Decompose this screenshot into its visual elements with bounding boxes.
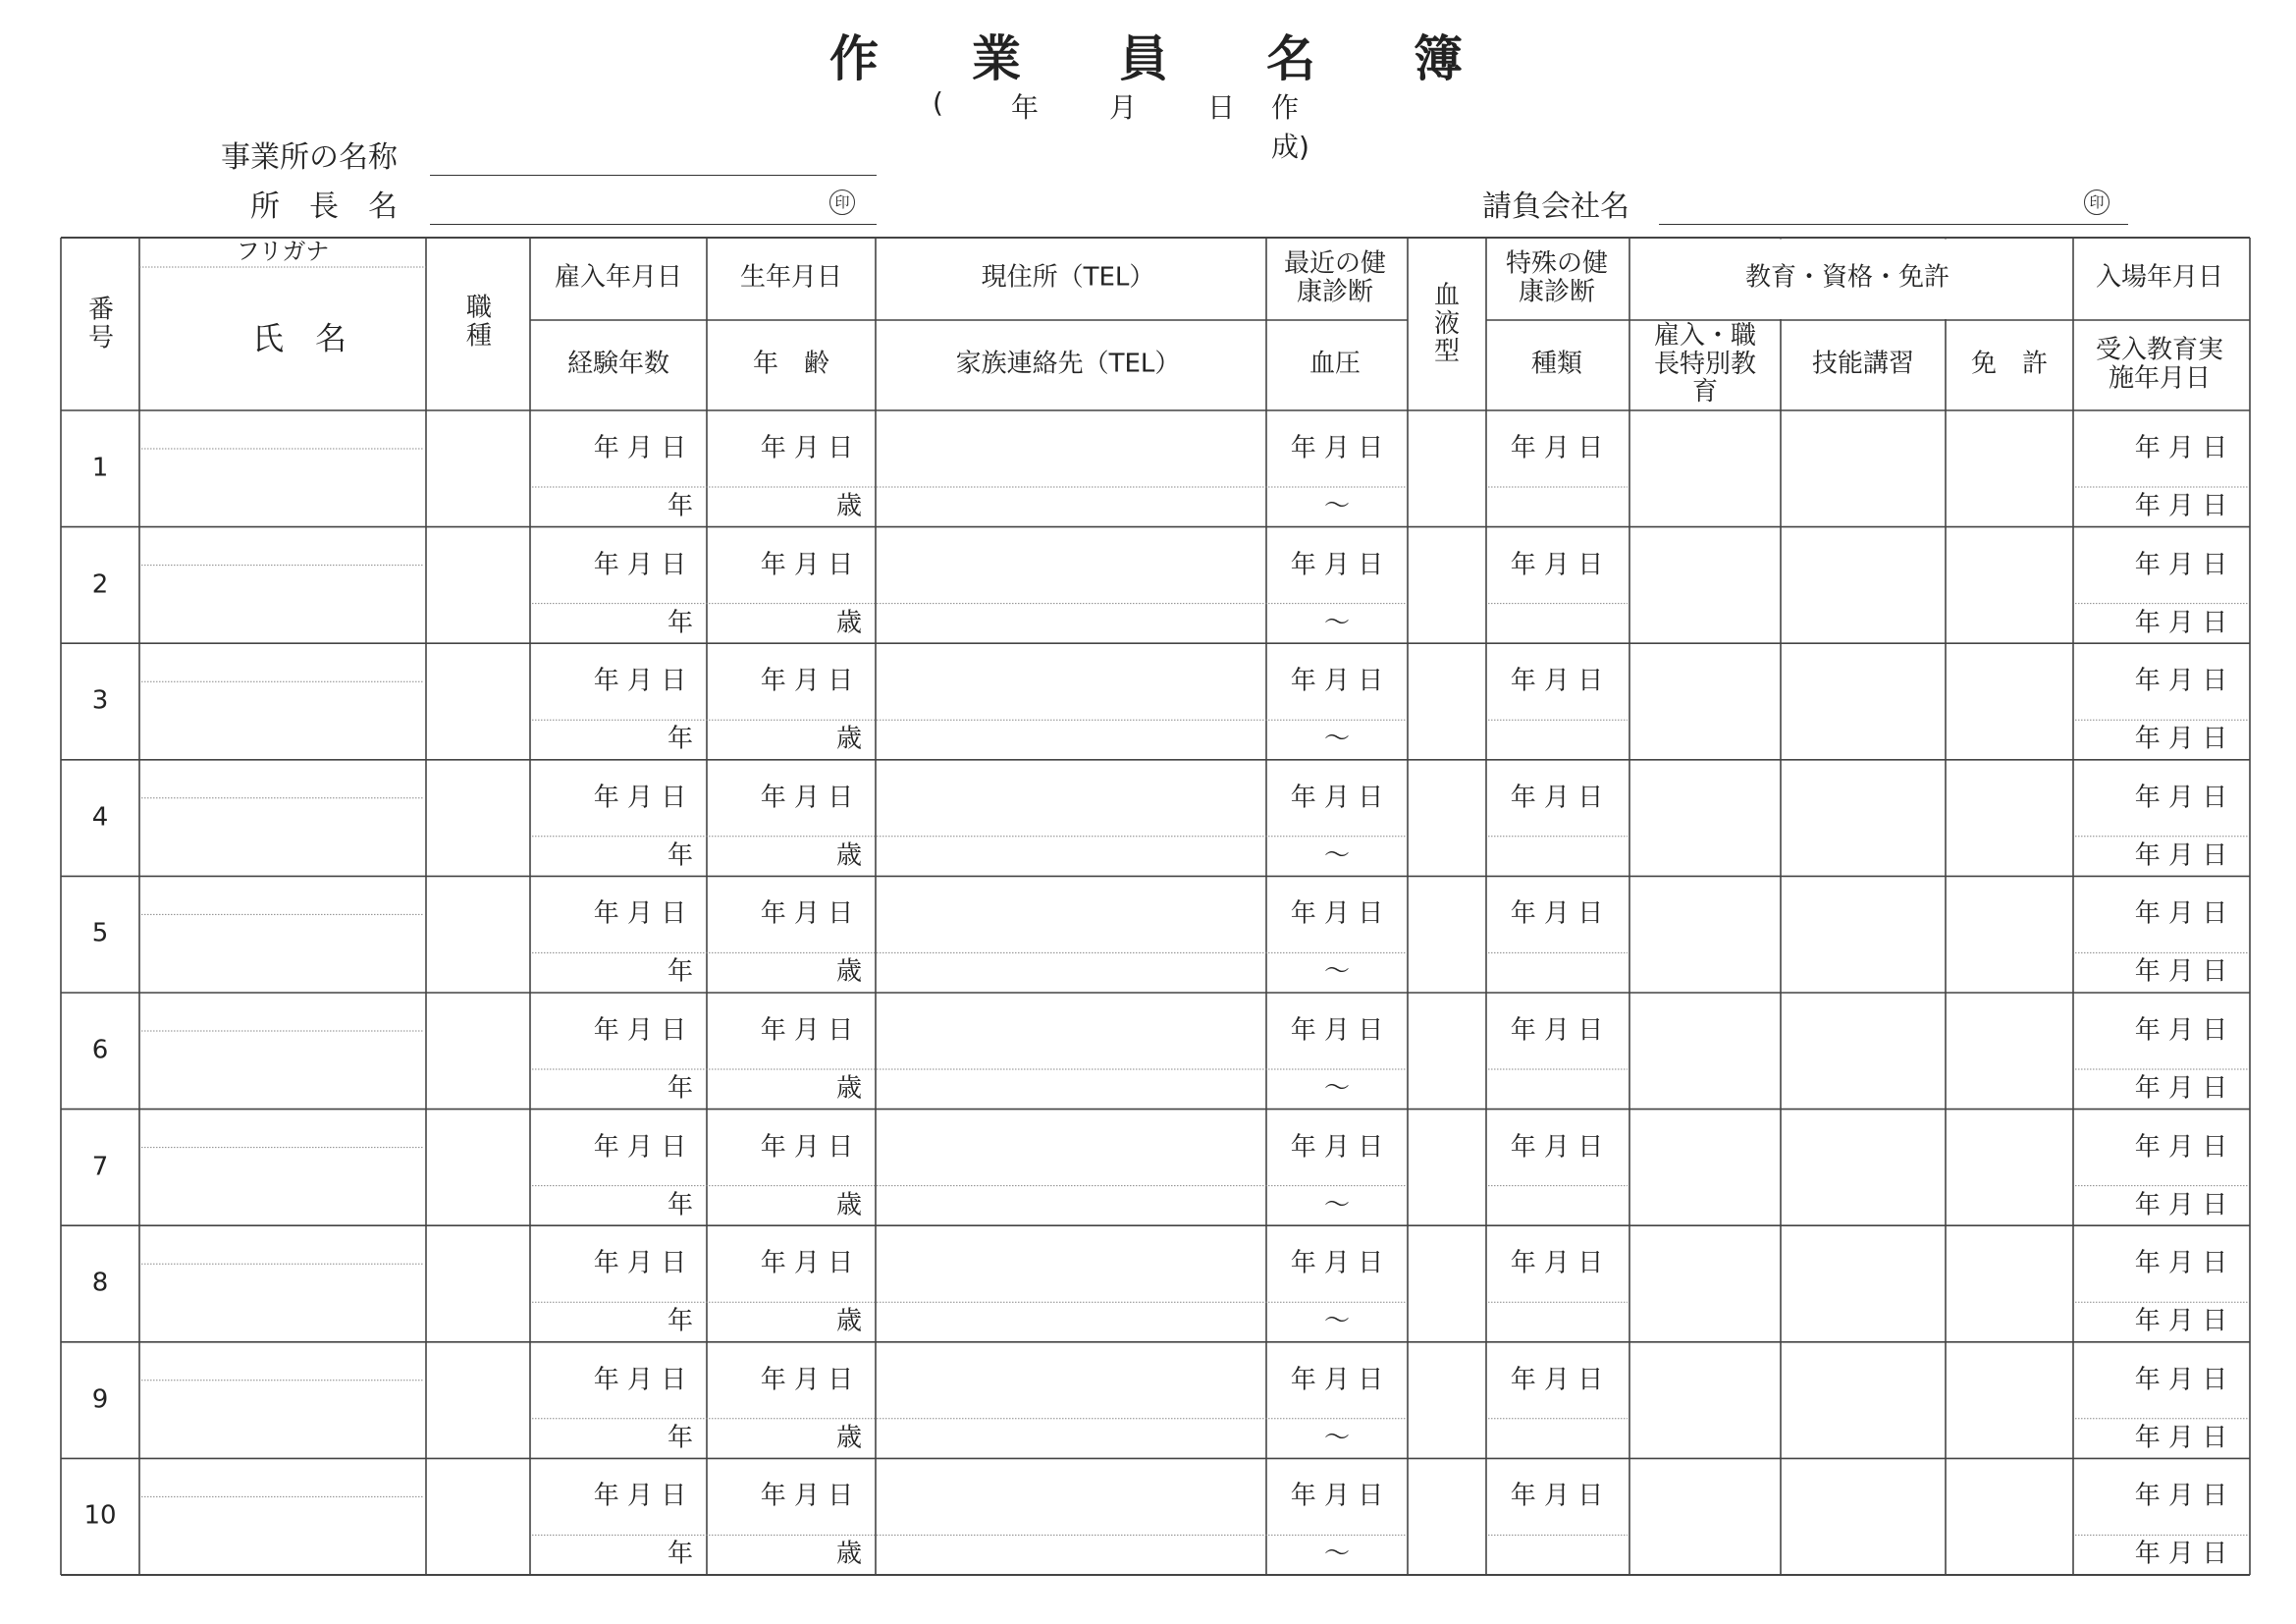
header-age: 年 齢	[752, 349, 830, 379]
induction-date-cell: 年 月 日	[2134, 1073, 2228, 1104]
header-skill-training: 技能講習	[1811, 349, 1915, 379]
entry-date-cell: 年 月 日	[2134, 433, 2228, 463]
experience-years-cell: 年	[667, 724, 693, 754]
health-check-date-cell: 年 月 日	[1290, 1365, 1384, 1395]
entry-date-cell: 年 月 日	[2134, 1365, 2228, 1395]
header-birth-date: 生年月日	[739, 262, 843, 293]
special-health-date-cell: 年 月 日	[1510, 1482, 1604, 1512]
age-cell: 歳	[835, 491, 862, 521]
entry-date-cell: 年 月 日	[2134, 1015, 2228, 1046]
health-check-date-cell: 年 月 日	[1290, 550, 1384, 580]
header-experience: 経験年数	[566, 349, 670, 379]
induction-date-cell: 年 月 日	[2134, 1306, 2228, 1336]
blood-pressure-cell: ～	[1323, 608, 1351, 638]
experience-years-cell: 年	[667, 1540, 693, 1570]
blood-pressure-cell: ～	[1323, 1540, 1351, 1570]
blood-pressure-cell: ～	[1323, 840, 1351, 871]
header-blood-type: 血液型	[1433, 281, 1460, 367]
entry-date-cell: 年 月 日	[2134, 899, 2228, 930]
health-check-date-cell: 年 月 日	[1290, 783, 1384, 813]
director-label: 所 長 名	[250, 189, 398, 224]
header-job-type: 職種	[465, 293, 492, 351]
hire-date-cell: 年 月 日	[593, 550, 687, 580]
special-health-date-cell: 年 月 日	[1510, 433, 1604, 463]
hire-date-cell: 年 月 日	[593, 1132, 687, 1163]
experience-years-cell: 年	[667, 957, 693, 988]
hire-date-cell: 年 月 日	[593, 1015, 687, 1046]
header-address: 現住所（TEL）	[981, 262, 1155, 293]
row-number: 3	[91, 685, 109, 716]
health-check-date-cell: 年 月 日	[1290, 1482, 1384, 1512]
header-license: 免 許	[1970, 349, 2049, 379]
experience-years-cell: 年	[667, 1190, 693, 1220]
special-health-date-cell: 年 月 日	[1510, 1132, 1604, 1163]
age-cell: 歳	[835, 957, 862, 988]
paren-open: (	[933, 86, 943, 119]
blood-pressure-cell: ～	[1323, 1306, 1351, 1336]
health-check-date-cell: 年 月 日	[1290, 433, 1384, 463]
birth-date-cell: 年 月 日	[760, 666, 854, 696]
health-check-date-cell: 年 月 日	[1290, 1015, 1384, 1046]
entry-date-cell: 年 月 日	[2134, 550, 2228, 580]
header-hire-date: 雇入年月日	[554, 262, 683, 293]
entry-date-cell: 年 月 日	[2134, 1132, 2228, 1163]
blood-pressure-cell: ～	[1323, 491, 1351, 521]
special-health-date-cell: 年 月 日	[1510, 1248, 1604, 1278]
age-cell: 歳	[835, 1190, 862, 1220]
induction-date-cell: 年 月 日	[2134, 957, 2228, 988]
induction-date-cell: 年 月 日	[2134, 1423, 2228, 1453]
birth-date-cell: 年 月 日	[760, 1482, 854, 1512]
age-cell: 歳	[835, 724, 862, 754]
row-number: 7	[91, 1152, 109, 1182]
header-name: 氏 名	[251, 319, 347, 357]
title-char: 簿	[1414, 30, 1463, 87]
birth-date-cell: 年 月 日	[760, 1132, 854, 1163]
header-furigana: フリガナ	[236, 237, 330, 265]
blood-pressure-cell: ～	[1323, 1190, 1351, 1220]
age-cell: 歳	[835, 1306, 862, 1336]
birth-date-cell: 年 月 日	[760, 899, 854, 930]
health-check-date-cell: 年 月 日	[1290, 1248, 1384, 1278]
age-cell: 歳	[835, 1073, 862, 1104]
induction-date-cell: 年 月 日	[2134, 608, 2228, 638]
header-blood-pressure: 血圧	[1308, 349, 1362, 379]
row-number: 1	[91, 453, 109, 483]
header-education-group: 教育・資格・免許	[1744, 262, 1950, 293]
header-foreman-education: 雇入・職長特別教育	[1653, 321, 1756, 407]
header-number: 番号	[87, 295, 114, 352]
header-recent-health-check: 最近の健康診断	[1283, 248, 1386, 306]
special-health-date-cell: 年 月 日	[1510, 899, 1604, 930]
month-label: 月	[1109, 91, 1138, 124]
birth-date-cell: 年 月 日	[760, 1015, 854, 1046]
seal-icon: 印	[829, 189, 855, 215]
experience-years-cell: 年	[667, 608, 693, 638]
contractor-label: 請負会社名	[1482, 189, 1629, 224]
age-cell: 歳	[835, 1423, 862, 1453]
row-number: 8	[91, 1268, 109, 1298]
induction-date-cell: 年 月 日	[2134, 1540, 2228, 1570]
special-health-date-cell: 年 月 日	[1510, 1365, 1604, 1395]
special-health-date-cell: 年 月 日	[1510, 783, 1604, 813]
header-entry-date: 入場年月日	[2095, 262, 2224, 293]
row-number: 4	[91, 802, 109, 833]
age-cell: 歳	[835, 608, 862, 638]
blood-pressure-cell: ～	[1323, 1073, 1351, 1104]
title-char: 名	[1266, 30, 1315, 87]
entry-date-cell: 年 月 日	[2134, 783, 2228, 813]
entry-date-cell: 年 月 日	[2134, 1248, 2228, 1278]
hire-date-cell: 年 月 日	[593, 899, 687, 930]
birth-date-cell: 年 月 日	[760, 1248, 854, 1278]
hire-date-cell: 年 月 日	[593, 783, 687, 813]
induction-date-cell: 年 月 日	[2134, 491, 2228, 521]
header-family-contact: 家族連絡先（TEL）	[955, 349, 1181, 379]
row-number: 9	[91, 1384, 109, 1415]
age-cell: 歳	[835, 1540, 862, 1570]
experience-years-cell: 年	[667, 1073, 693, 1104]
special-health-date-cell: 年 月 日	[1510, 1015, 1604, 1046]
age-cell: 歳	[835, 840, 862, 871]
hire-date-cell: 年 月 日	[593, 666, 687, 696]
header-special-type: 種類	[1530, 349, 1583, 379]
special-health-date-cell: 年 月 日	[1510, 550, 1604, 580]
row-number: 10	[83, 1501, 117, 1532]
row-number: 2	[91, 569, 109, 600]
induction-date-cell: 年 月 日	[2134, 840, 2228, 871]
induction-date-cell: 年 月 日	[2134, 724, 2228, 754]
created-label: 作成)	[1271, 91, 1309, 163]
special-health-date-cell: 年 月 日	[1510, 666, 1604, 696]
experience-years-cell: 年	[667, 1423, 693, 1453]
blood-pressure-cell: ～	[1323, 724, 1351, 754]
title-char: 員	[1119, 30, 1168, 87]
birth-date-cell: 年 月 日	[760, 783, 854, 813]
birth-date-cell: 年 月 日	[760, 433, 854, 463]
office-name-label: 事業所の名称	[221, 140, 398, 175]
health-check-date-cell: 年 月 日	[1290, 1132, 1384, 1163]
title-char: 作	[829, 30, 879, 87]
seal-icon: 印	[2084, 189, 2109, 215]
year-label: 年	[1011, 91, 1040, 124]
hire-date-cell: 年 月 日	[593, 433, 687, 463]
experience-years-cell: 年	[667, 1306, 693, 1336]
birth-date-cell: 年 月 日	[760, 1365, 854, 1395]
header-induction-date: 受入教育実施年月日	[2095, 335, 2223, 393]
row-number: 6	[91, 1035, 109, 1065]
row-number: 5	[91, 919, 109, 949]
blood-pressure-cell: ～	[1323, 1423, 1351, 1453]
health-check-date-cell: 年 月 日	[1290, 899, 1384, 930]
experience-years-cell: 年	[667, 491, 693, 521]
header-special-health-check: 特殊の健康診断	[1505, 248, 1608, 306]
blood-pressure-cell: ～	[1323, 957, 1351, 988]
entry-date-cell: 年 月 日	[2134, 1482, 2228, 1512]
health-check-date-cell: 年 月 日	[1290, 666, 1384, 696]
entry-date-cell: 年 月 日	[2134, 666, 2228, 696]
title-char: 業	[972, 30, 1021, 87]
hire-date-cell: 年 月 日	[593, 1248, 687, 1278]
hire-date-cell: 年 月 日	[593, 1365, 687, 1395]
hire-date-cell: 年 月 日	[593, 1482, 687, 1512]
induction-date-cell: 年 月 日	[2134, 1190, 2228, 1220]
experience-years-cell: 年	[667, 840, 693, 871]
birth-date-cell: 年 月 日	[760, 550, 854, 580]
day-label: 日	[1207, 91, 1236, 124]
